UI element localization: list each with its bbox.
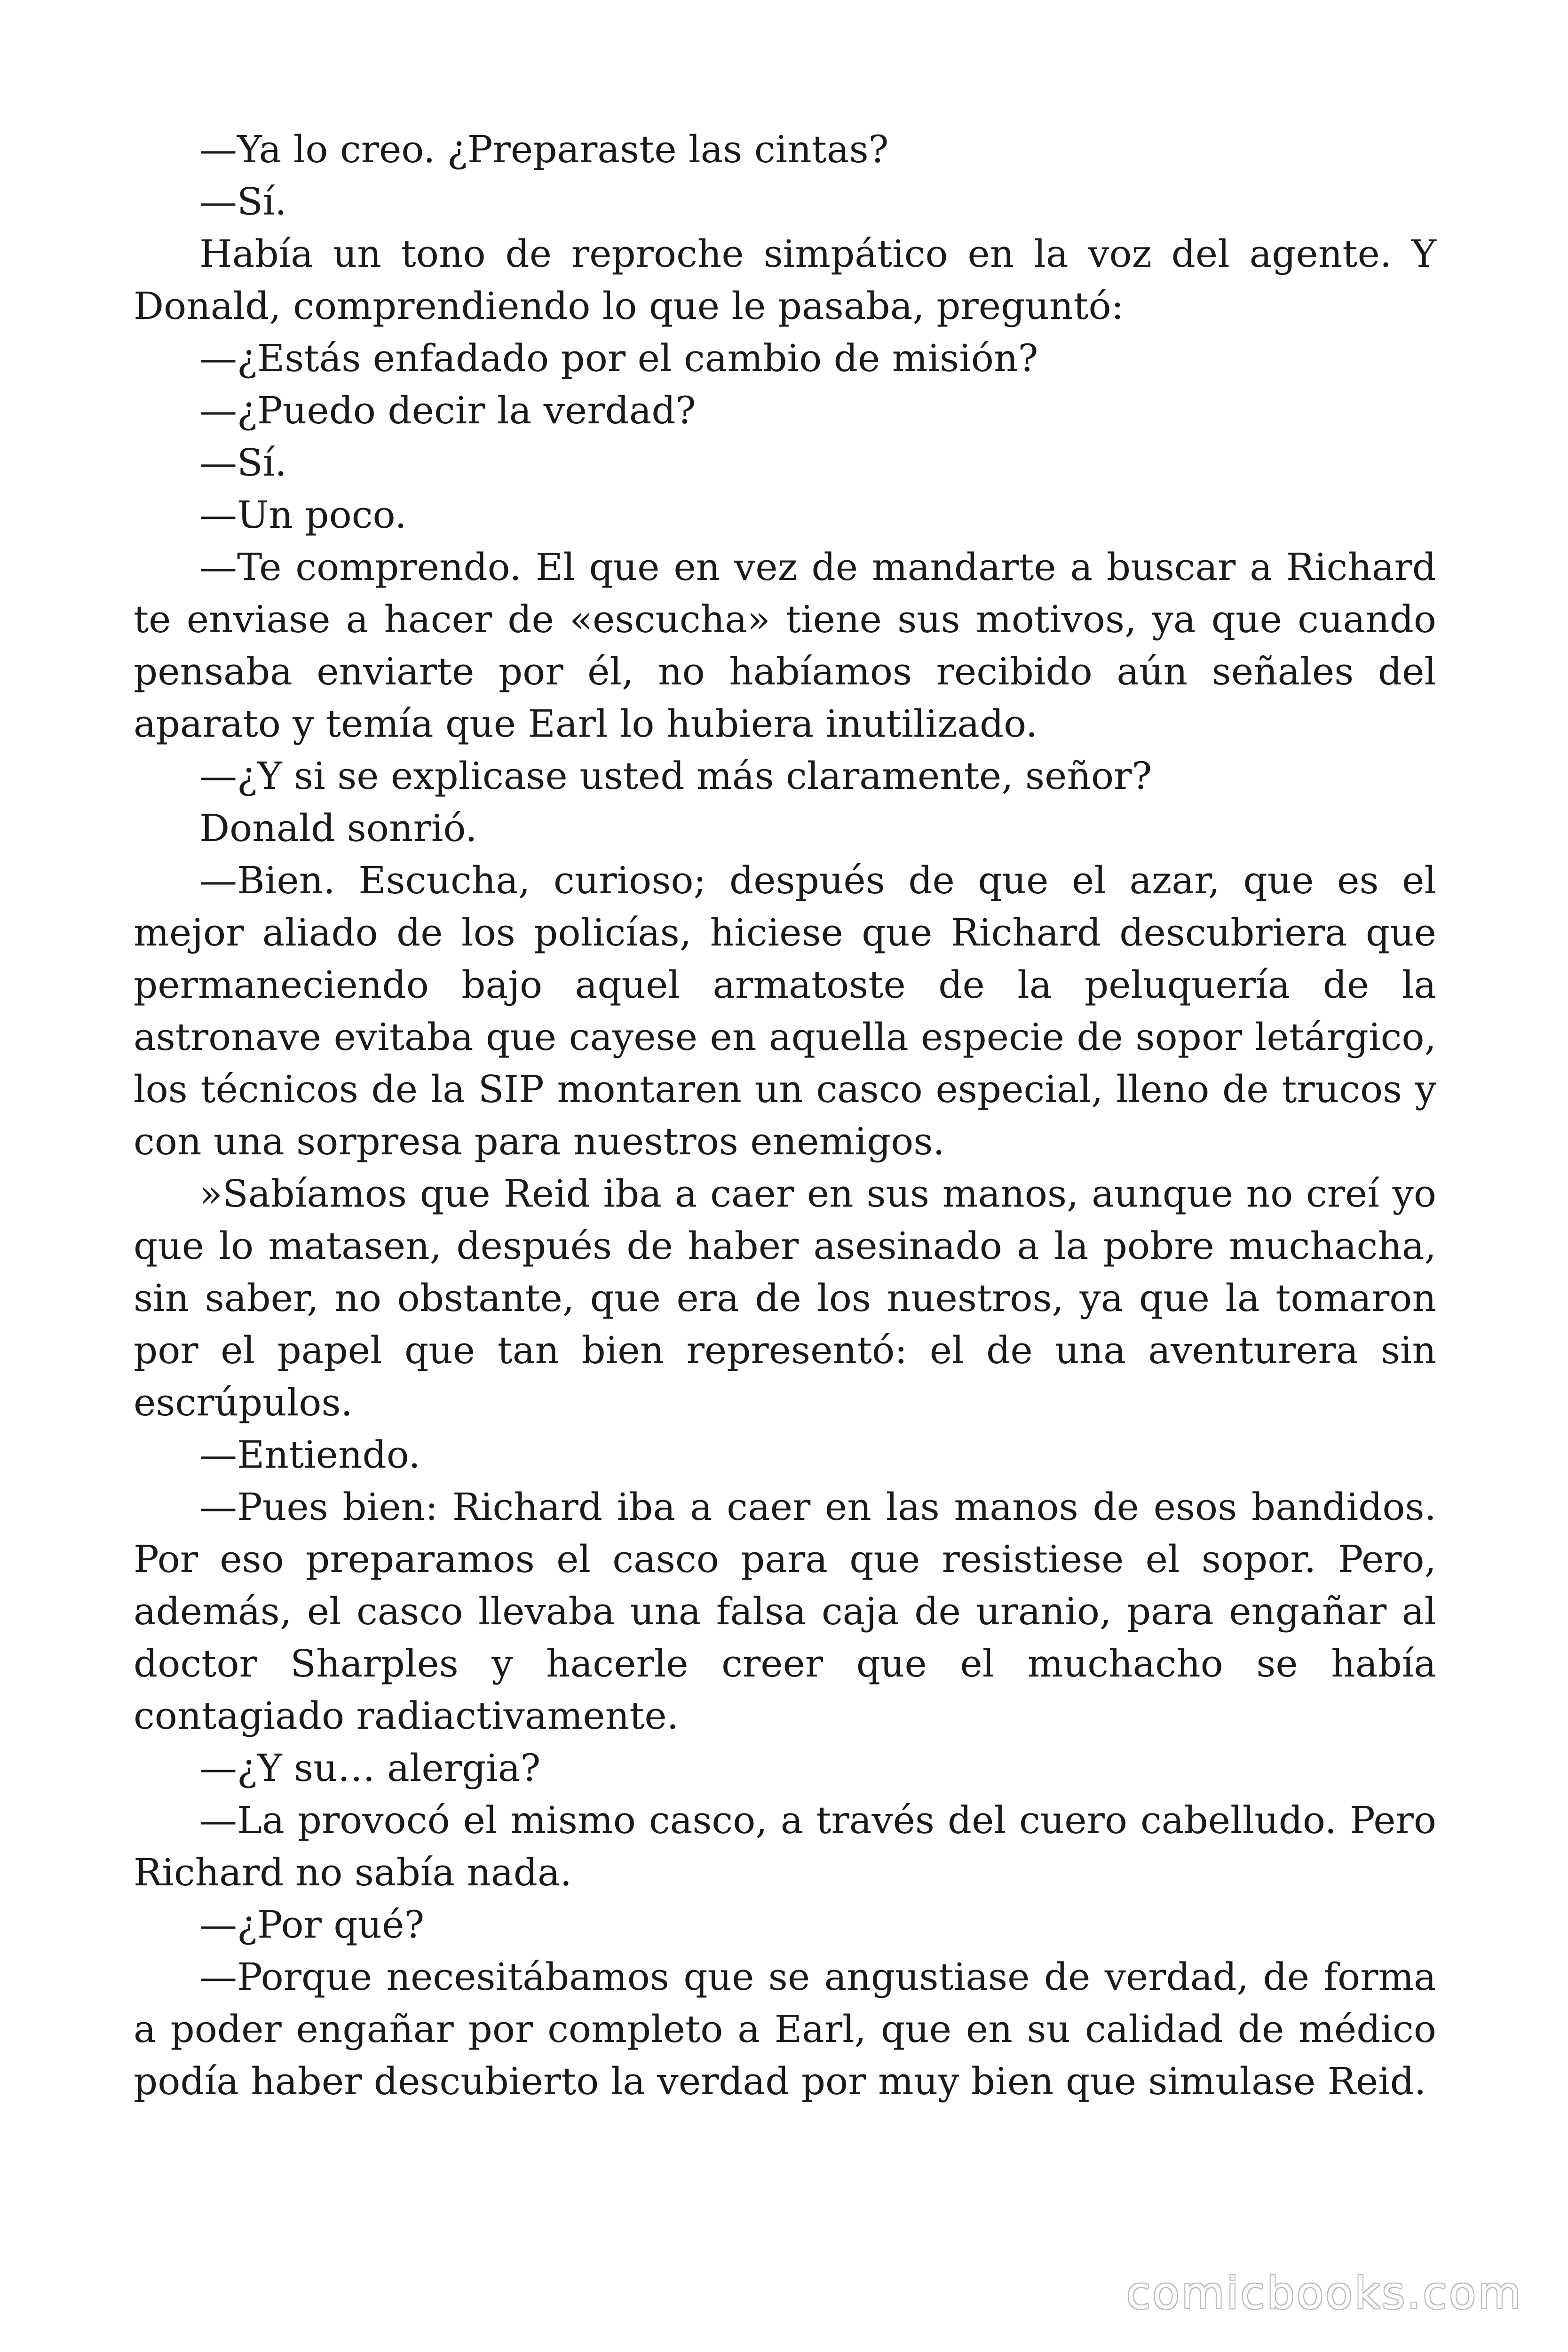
paragraph: —Bien. Escucha, curioso; después de que el azar, que es el mejor aliado de los policías, hiciese que Richard descubriera que permaneciendo bajo aquel armatoste de la peluquería de la astronave evitaba que cayese en aquella especie de sopor letárgico, los técnicos de la SIP montaren un casco especial, lleno de trucos y con una sorpresa para nuestros enemigos. bbox=[134, 858, 1436, 1163]
paragraph: —Sí. bbox=[199, 180, 287, 223]
paragraph: —¿Y su… alergia? bbox=[199, 1746, 541, 1790]
paragraph: Había un tono de reproche simpático en la voz del agente. Y Donald, comprendiendo lo que le pasaba, preguntó: bbox=[134, 232, 1436, 328]
paragraph: »Sabíamos que Reid iba a caer en sus manos, aunque no creí yo que lo matasen, después de haber asesinado a la pobre muchacha, sin saber, no obstante, que era de los nuestros, ya que la tomaron por el papel que tan bien representó: el de una aventurera sin escrúpulos. bbox=[134, 1172, 1436, 1424]
watermark: comicbooks.com bbox=[1126, 2268, 1523, 2319]
paragraph: —Sí. bbox=[199, 441, 287, 485]
paragraph: —Entiendo. bbox=[199, 1433, 420, 1477]
paragraph: —¿Y si se explicase usted más claramente, señor? bbox=[199, 754, 1152, 798]
paragraph: —¿Puedo decir la verdad? bbox=[199, 389, 696, 432]
paragraph: —¿Estás enfadado por el cambio de misión? bbox=[199, 336, 1038, 380]
paragraph: —¿Por qué? bbox=[199, 1903, 425, 1947]
paragraph: —Te comprendo. El que en vez de mandarte a buscar a Richard te enviase a hacer de «escucha» tiene sus motivos, ya que cuando pensaba enviarte por él, no habíamos recibido aún señales del aparato y temía que Earl lo hubiera inutilizado. bbox=[134, 545, 1436, 746]
paragraph: Donald sonrió. bbox=[199, 806, 477, 850]
paragraph: —Porque necesitábamos que se angustiase de verdad, de forma a poder engañar por completo a Earl, que en su calidad de médico podía haber descubierto la verdad por muy bien que simulase Reid. bbox=[134, 1955, 1436, 2103]
paragraph: —Pues bien: Richard iba a caer en las manos de esos bandidos. Por eso preparamos el casco para que resistiese el sopor. Pero, además, el casco llevaba una falsa caja de uranio, para engañar al doctor Sharples y hacerle creer que el muchacho se había contagiado radiactivamente. bbox=[134, 1485, 1436, 1738]
paragraph: —Un poco. bbox=[199, 493, 407, 537]
paragraph: —Ya lo creo. ¿Preparaste las cintas? bbox=[199, 127, 889, 171]
book-page-text bbox=[134, 123, 1436, 2107]
paragraph: —La provocó el mismo casco, a través del cuero cabelludo. Pero Richard no sabía nada. bbox=[134, 1798, 1436, 1894]
